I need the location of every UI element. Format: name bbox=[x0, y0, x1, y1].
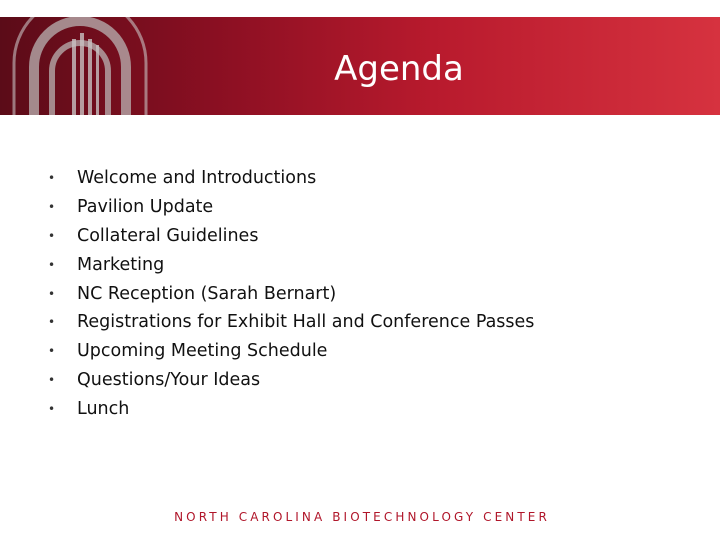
bullet-icon: • bbox=[48, 344, 56, 359]
organization-footer: NORTH CAROLINA BIOTECHNOLOGY CENTER bbox=[174, 510, 550, 524]
slide-title: Agenda bbox=[334, 49, 464, 89]
agenda-item-label: Questions/Your Ideas bbox=[77, 370, 261, 391]
title-banner bbox=[0, 17, 720, 115]
agenda-item-label: Welcome and Introductions bbox=[77, 168, 317, 188]
bullet-icon: • bbox=[48, 257, 56, 272]
bullet-icon: • bbox=[48, 373, 56, 388]
bullet-icon: • bbox=[48, 228, 56, 243]
bullet-icon: • bbox=[48, 171, 56, 185]
bullet-icon: • bbox=[48, 402, 56, 417]
agenda-item-label: Lunch bbox=[77, 399, 130, 420]
bullet-icon: • bbox=[48, 286, 56, 301]
bullet-icon: • bbox=[48, 315, 56, 330]
agenda-item-label: Upcoming Meeting Schedule bbox=[77, 341, 328, 362]
agenda-item-label: Marketing bbox=[77, 254, 165, 275]
agenda-item-label: Pavilion Update bbox=[77, 196, 214, 217]
bullet-icon: • bbox=[48, 199, 56, 214]
agenda-item-label: Collateral Guidelines bbox=[77, 225, 259, 246]
agenda-item-label: Registrations for Exhibit Hall and Conference Passes bbox=[77, 312, 535, 333]
agenda-item-label: NC Reception (Sarah Bernart) bbox=[77, 283, 337, 304]
